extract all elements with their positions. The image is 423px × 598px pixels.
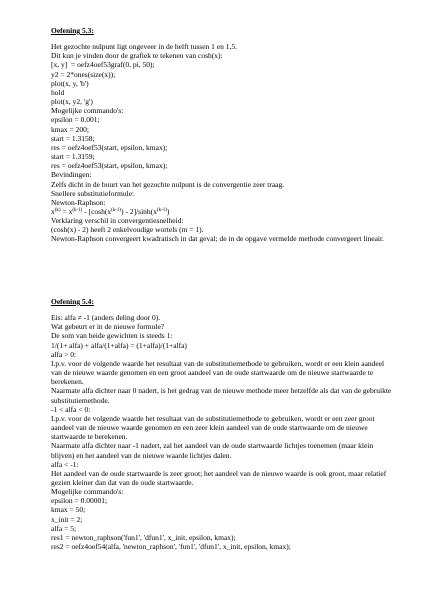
formula-part: = x: [60, 206, 73, 216]
text-line: Mogelijke commando's:: [51, 487, 124, 497]
text-line: Newton-Raphson:: [51, 197, 106, 207]
formula-part: ) - 2]/sinh(x: [121, 206, 157, 216]
code-line: y2 = 2*ones(size(x));: [51, 69, 116, 79]
text-line: Eis: alfa ≠ -1 (anders deling door 0).: [51, 313, 161, 323]
formula-superscript: (k-1): [111, 207, 122, 213]
exercise-5-3-heading: Oefening 5.3:: [51, 26, 94, 35]
exercise-5-4-heading: Oefening 5.4:: [51, 297, 94, 306]
text-line: Wat gebeurt er in de nieuwe formule?: [51, 322, 165, 332]
text-line: alfa > 0:: [51, 349, 77, 359]
text-paragraph: I.p.v. voor de volgende waarde het resultaat van de substitutiemethode te gebruiken, wordt er een klein aandeel van de nieuwe waarde genomen en een groot aandeel van de oude startwaarde om de nieuwe startwaarde te berekenen.: [51, 358, 385, 387]
formula-superscript: (k-1): [156, 207, 167, 213]
text-paragraph: Naarmate alfa dichter naar 0 nadert, is het gedrag van de nieuwe methode meer hetzelfde als dat van de gebruikte substitutiemethode.: [51, 386, 392, 405]
text-line: Snellere substitutieformule:: [51, 188, 135, 198]
code-line: res1 = newton_raphson('fun1', 'dfun1', x_init, epsilon, kmax);: [51, 532, 236, 542]
code-line: epsilon = 0.00001;: [51, 496, 108, 506]
text-paragraph: Het aandeel van de oude startwaarde is zeer groot; het aandeel van de nieuwe waarde is ook groot, maar relatief gezien kleiner dan dat van de oude startwaarde.: [51, 468, 387, 487]
formula-superscript: (k): [54, 207, 61, 213]
text-line: (cosh(x) - 2) heeft 2 enkelvoudige wortels (m = 1).: [51, 225, 204, 235]
text-line: Verklaring verschil in convergentiesnelheid:: [51, 216, 184, 226]
code-line: kmax = 50;: [51, 505, 86, 515]
code-line: hold: [51, 87, 65, 97]
code-line: res = oefz4oef53(start, epsilon, kmax);: [51, 142, 168, 152]
code-line: alfa = 5;: [51, 523, 77, 533]
newton-raphson-formula: [51, 207, 396, 216]
exercise-5-3-body: [51, 42, 396, 243]
text-paragraph: Newton-Raphson convergeert kwadratisch in dat geval; de in de opgave vermelde methode convergeert lineair.: [51, 234, 384, 244]
formula-part: ): [166, 206, 170, 216]
text-line: Bevindingen:: [51, 170, 92, 180]
text-line: Het gezochte nulpunt ligt ongeveer in de helft tussen 1 en 1,5.: [51, 42, 237, 52]
text-line: -1 < alfa < 0:: [51, 404, 91, 414]
code-line: start = 1.3158;: [51, 133, 95, 143]
code-line: plot(x, y, 'b'): [51, 78, 89, 88]
exercise-5-3: [51, 26, 396, 244]
text-line: De som van beide gewichten is steeds 1:: [51, 331, 173, 341]
code-line: x_init = 2;: [51, 514, 83, 524]
code-line: [x, y] = oefz4oef53graf(0, pi, 50);: [51, 60, 155, 70]
text-line: Dit kun je vinden door de grafiek te tekenen van cosh(x):: [51, 51, 223, 61]
exercise-5-4-body: [51, 313, 396, 551]
code-line: start = 1.3159;: [51, 152, 95, 162]
code-line: plot(x, y2, 'g'): [51, 97, 93, 107]
text-line: Mogelijke commando's:: [51, 106, 124, 116]
code-line: res2 = oefz4oef54(alfa, 'newton_raphson', 'fun1', 'dfun1', x_init, epsilon, kmax);: [51, 542, 291, 552]
formula-part: - [cosh(x: [82, 206, 112, 216]
text-line: Zelfs dicht in de buurt van het gezochte nulpunt is de convergentie zeer traag.: [51, 179, 285, 189]
code-line: res = oefz4oef53(start, epsilon, kmax);: [51, 161, 168, 171]
exercise-5-4: [51, 297, 396, 551]
formula-superscript: (k-1): [72, 207, 83, 213]
code-line: epsilon = 0.001;: [51, 115, 100, 125]
formula-part: x: [51, 206, 55, 216]
code-line: 1/(1+ alfa) + alfa/(1+alfa) = (1+alfa)/(1+alfa): [51, 340, 187, 350]
text-paragraph: I.p.v. voor de volgende waarde het resultaat van de substitutiemethode te gebruiken, wordt er een zeer groot aandeel van de nieuwe waarde genomen en een zeer klein aandeel van de oude startwaarde om de nieuwe startwaarde te berekenen.: [51, 413, 375, 442]
text-paragraph: Naarmate alfa dichter naar -1 nadert, zal het aandeel van de oude startwaarde lichtjes toenemen (maar klein blijven) en het aandeel van de nieuwe waarde lichtjes dalen.: [51, 441, 374, 460]
text-line: alfa < -1:: [51, 459, 79, 469]
code-line: kmax = 200;: [51, 124, 89, 134]
